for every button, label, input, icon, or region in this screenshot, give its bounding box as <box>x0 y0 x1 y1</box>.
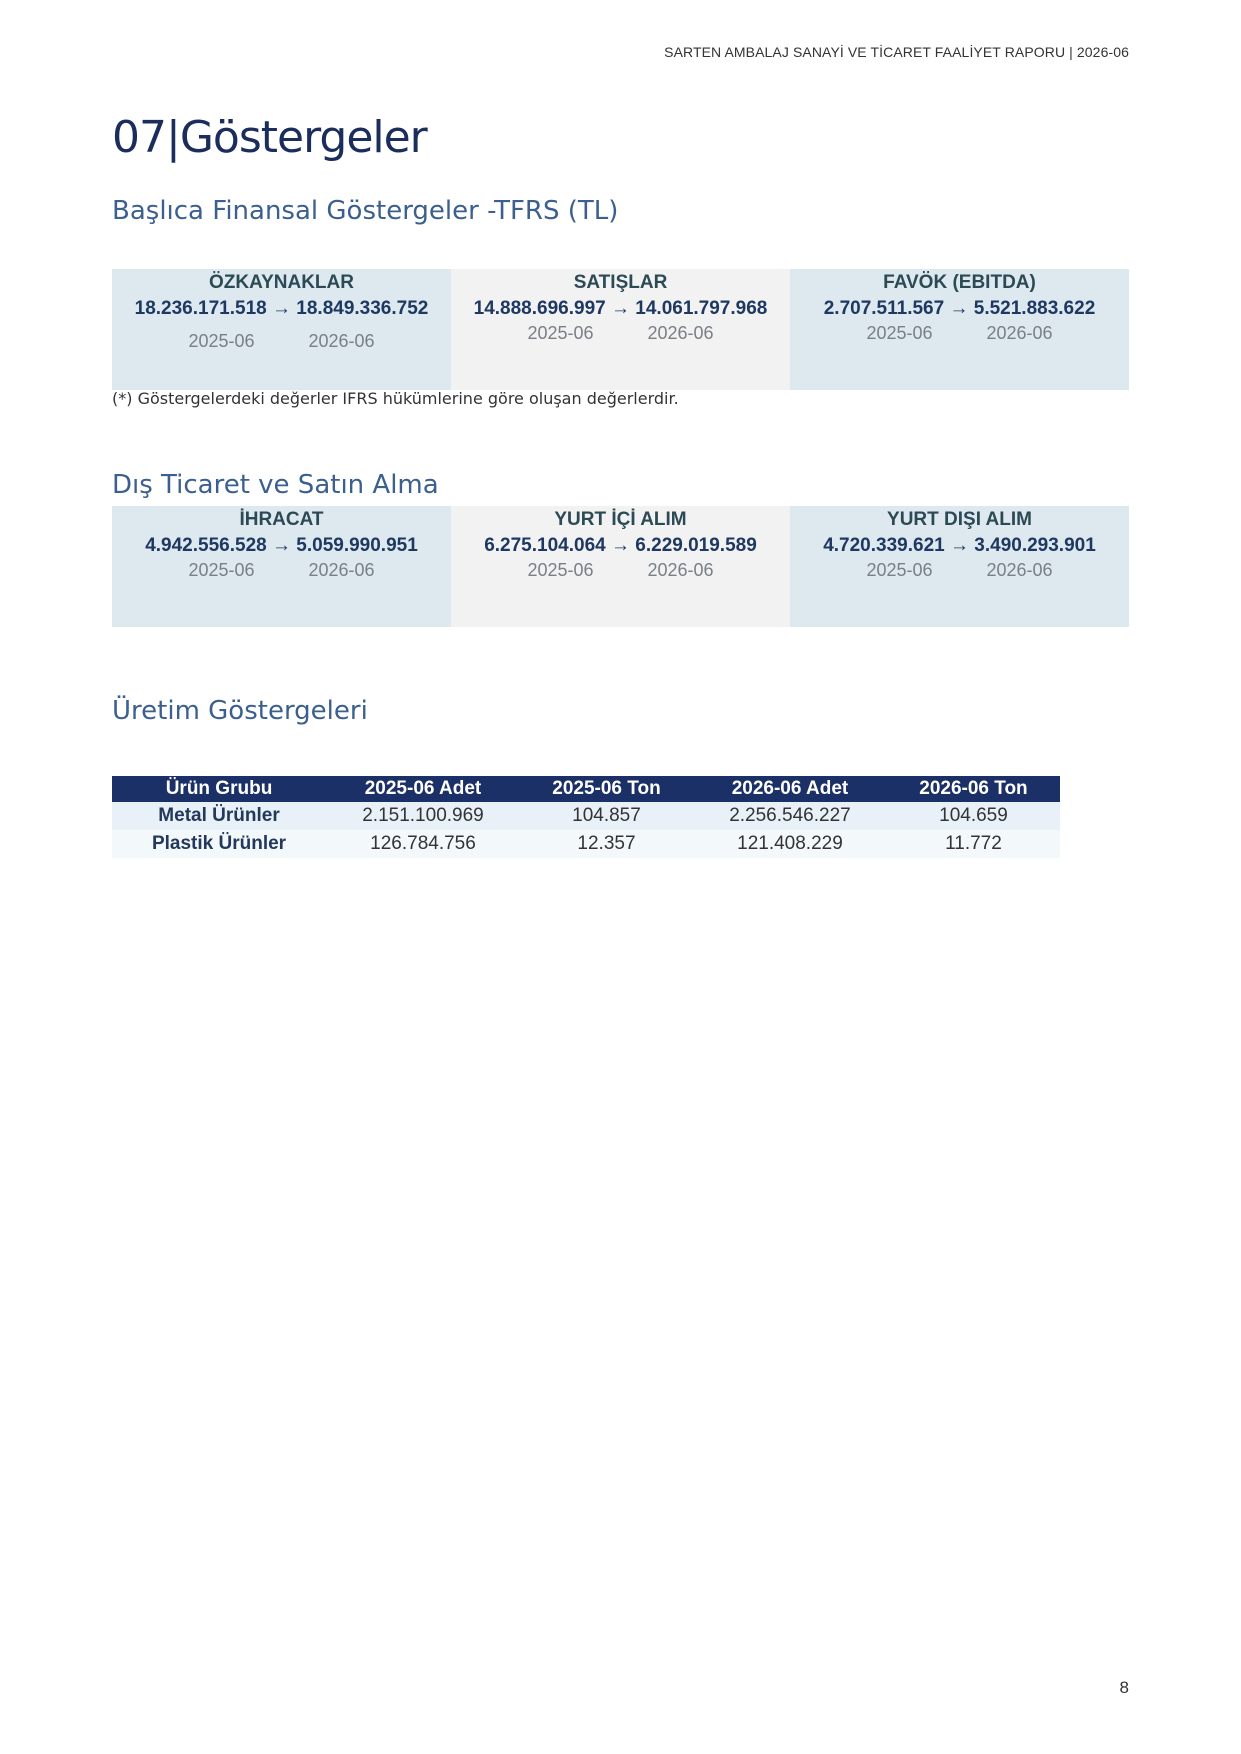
column-header: Ürün Grubu <box>112 776 326 802</box>
card-values <box>790 295 1129 323</box>
table-header-row <box>112 776 1060 802</box>
card-ihracat <box>112 506 451 627</box>
year-from: 2025-06 <box>188 560 255 580</box>
card-yurt-ici-alim <box>451 506 790 627</box>
year-to: 2026-06 <box>647 560 714 580</box>
card-values <box>451 532 790 560</box>
value-to: 3.490.293.901 <box>974 535 1096 556</box>
table-cell: 2.256.546.227 <box>693 802 887 830</box>
year-to: 2026-06 <box>647 323 714 343</box>
arrow-icon: → <box>950 535 969 556</box>
production-table <box>112 776 1060 858</box>
ifrs-note: (*) Göstergelerdeki değerler IFRS hükümlerine göre oluşan değerlerdir. <box>112 389 679 408</box>
table-cell: 104.659 <box>887 802 1060 830</box>
card-years <box>112 331 451 352</box>
arrow-icon: → <box>272 298 291 319</box>
value-to: 18.849.336.752 <box>296 298 429 319</box>
table-cell: 121.408.229 <box>693 830 887 858</box>
year-to: 2026-06 <box>986 560 1053 580</box>
value-to: 5.059.990.951 <box>296 535 418 556</box>
table-row <box>112 802 1060 830</box>
arrow-icon: → <box>611 298 630 319</box>
value-from: 4.942.556.528 <box>145 535 267 556</box>
table-cell: 104.857 <box>520 802 693 830</box>
table-cell: Plastik Ürünler <box>112 830 326 858</box>
trade-section-title: Dış Ticaret ve Satın Alma <box>112 470 439 500</box>
year-from: 2025-06 <box>527 323 594 343</box>
card-years <box>451 560 790 581</box>
column-header: 2026-06 Adet <box>693 776 887 802</box>
year-from: 2025-06 <box>188 331 255 351</box>
value-from: 2.707.511.567 <box>823 298 945 319</box>
value-from: 6.275.104.064 <box>484 535 606 556</box>
card-favok <box>790 269 1129 390</box>
table-cell: 12.357 <box>520 830 693 858</box>
column-header: 2025-06 Adet <box>326 776 520 802</box>
card-title: YURT DIŞI ALIM <box>887 509 1032 530</box>
trade-cards <box>112 506 1129 627</box>
arrow-icon: → <box>611 535 630 556</box>
arrow-icon: → <box>949 298 969 319</box>
card-title: İHRACAT <box>239 509 324 530</box>
card-title: SATIŞLAR <box>573 272 668 293</box>
arrow-icon: → <box>272 535 291 556</box>
year-to: 2026-06 <box>986 323 1053 343</box>
column-header: 2025-06 Ton <box>520 776 693 802</box>
value-from: 4.720.339.621 <box>823 535 945 556</box>
value-from: 14.888.696.997 <box>473 298 606 319</box>
production-section-title: Üretim Göstergeleri <box>112 696 368 726</box>
page-number: 8 <box>1119 1678 1129 1697</box>
card-years <box>451 323 790 344</box>
value-from: 18.236.171.518 <box>134 298 267 319</box>
year-to: 2026-06 <box>308 331 375 351</box>
year-to: 2026-06 <box>308 560 375 580</box>
table-cell: 11.772 <box>887 830 1060 858</box>
card-title: FAVÖK (EBITDA) <box>883 272 1036 293</box>
page-title: 07|Göstergeler <box>112 112 427 163</box>
table-row <box>112 830 1060 858</box>
table-cell: 2.151.100.969 <box>326 802 520 830</box>
value-to: 6.229.019.589 <box>635 535 757 556</box>
card-values <box>112 532 451 560</box>
financial-cards <box>112 269 1129 390</box>
value-to: 5.521.883.622 <box>973 298 1096 319</box>
card-ozkaynaklar <box>112 269 451 390</box>
table-cell: Metal Ürünler <box>112 802 326 830</box>
card-values <box>451 295 790 323</box>
card-values <box>112 295 451 323</box>
card-satislar <box>451 269 790 390</box>
card-values <box>790 532 1129 560</box>
card-title: ÖZKAYNAKLAR <box>209 272 354 293</box>
value-to: 14.061.797.968 <box>635 298 768 319</box>
year-from: 2025-06 <box>527 560 594 580</box>
card-years <box>790 560 1129 581</box>
report-header: SARTEN AMBALAJ SANAYİ VE TİCARET FAALİYET RAPORU | 2026-06 <box>664 44 1129 60</box>
year-from: 2025-06 <box>866 323 933 343</box>
card-years <box>790 323 1129 344</box>
card-years <box>112 560 451 581</box>
column-header: 2026-06 Ton <box>887 776 1060 802</box>
financial-section-title: Başlıca Finansal Göstergeler -TFRS (TL) <box>112 196 619 226</box>
table-cell: 126.784.756 <box>326 830 520 858</box>
card-title: YURT İÇİ ALIM <box>554 509 687 530</box>
year-from: 2025-06 <box>866 560 933 580</box>
card-yurt-disi-alim <box>790 506 1129 627</box>
